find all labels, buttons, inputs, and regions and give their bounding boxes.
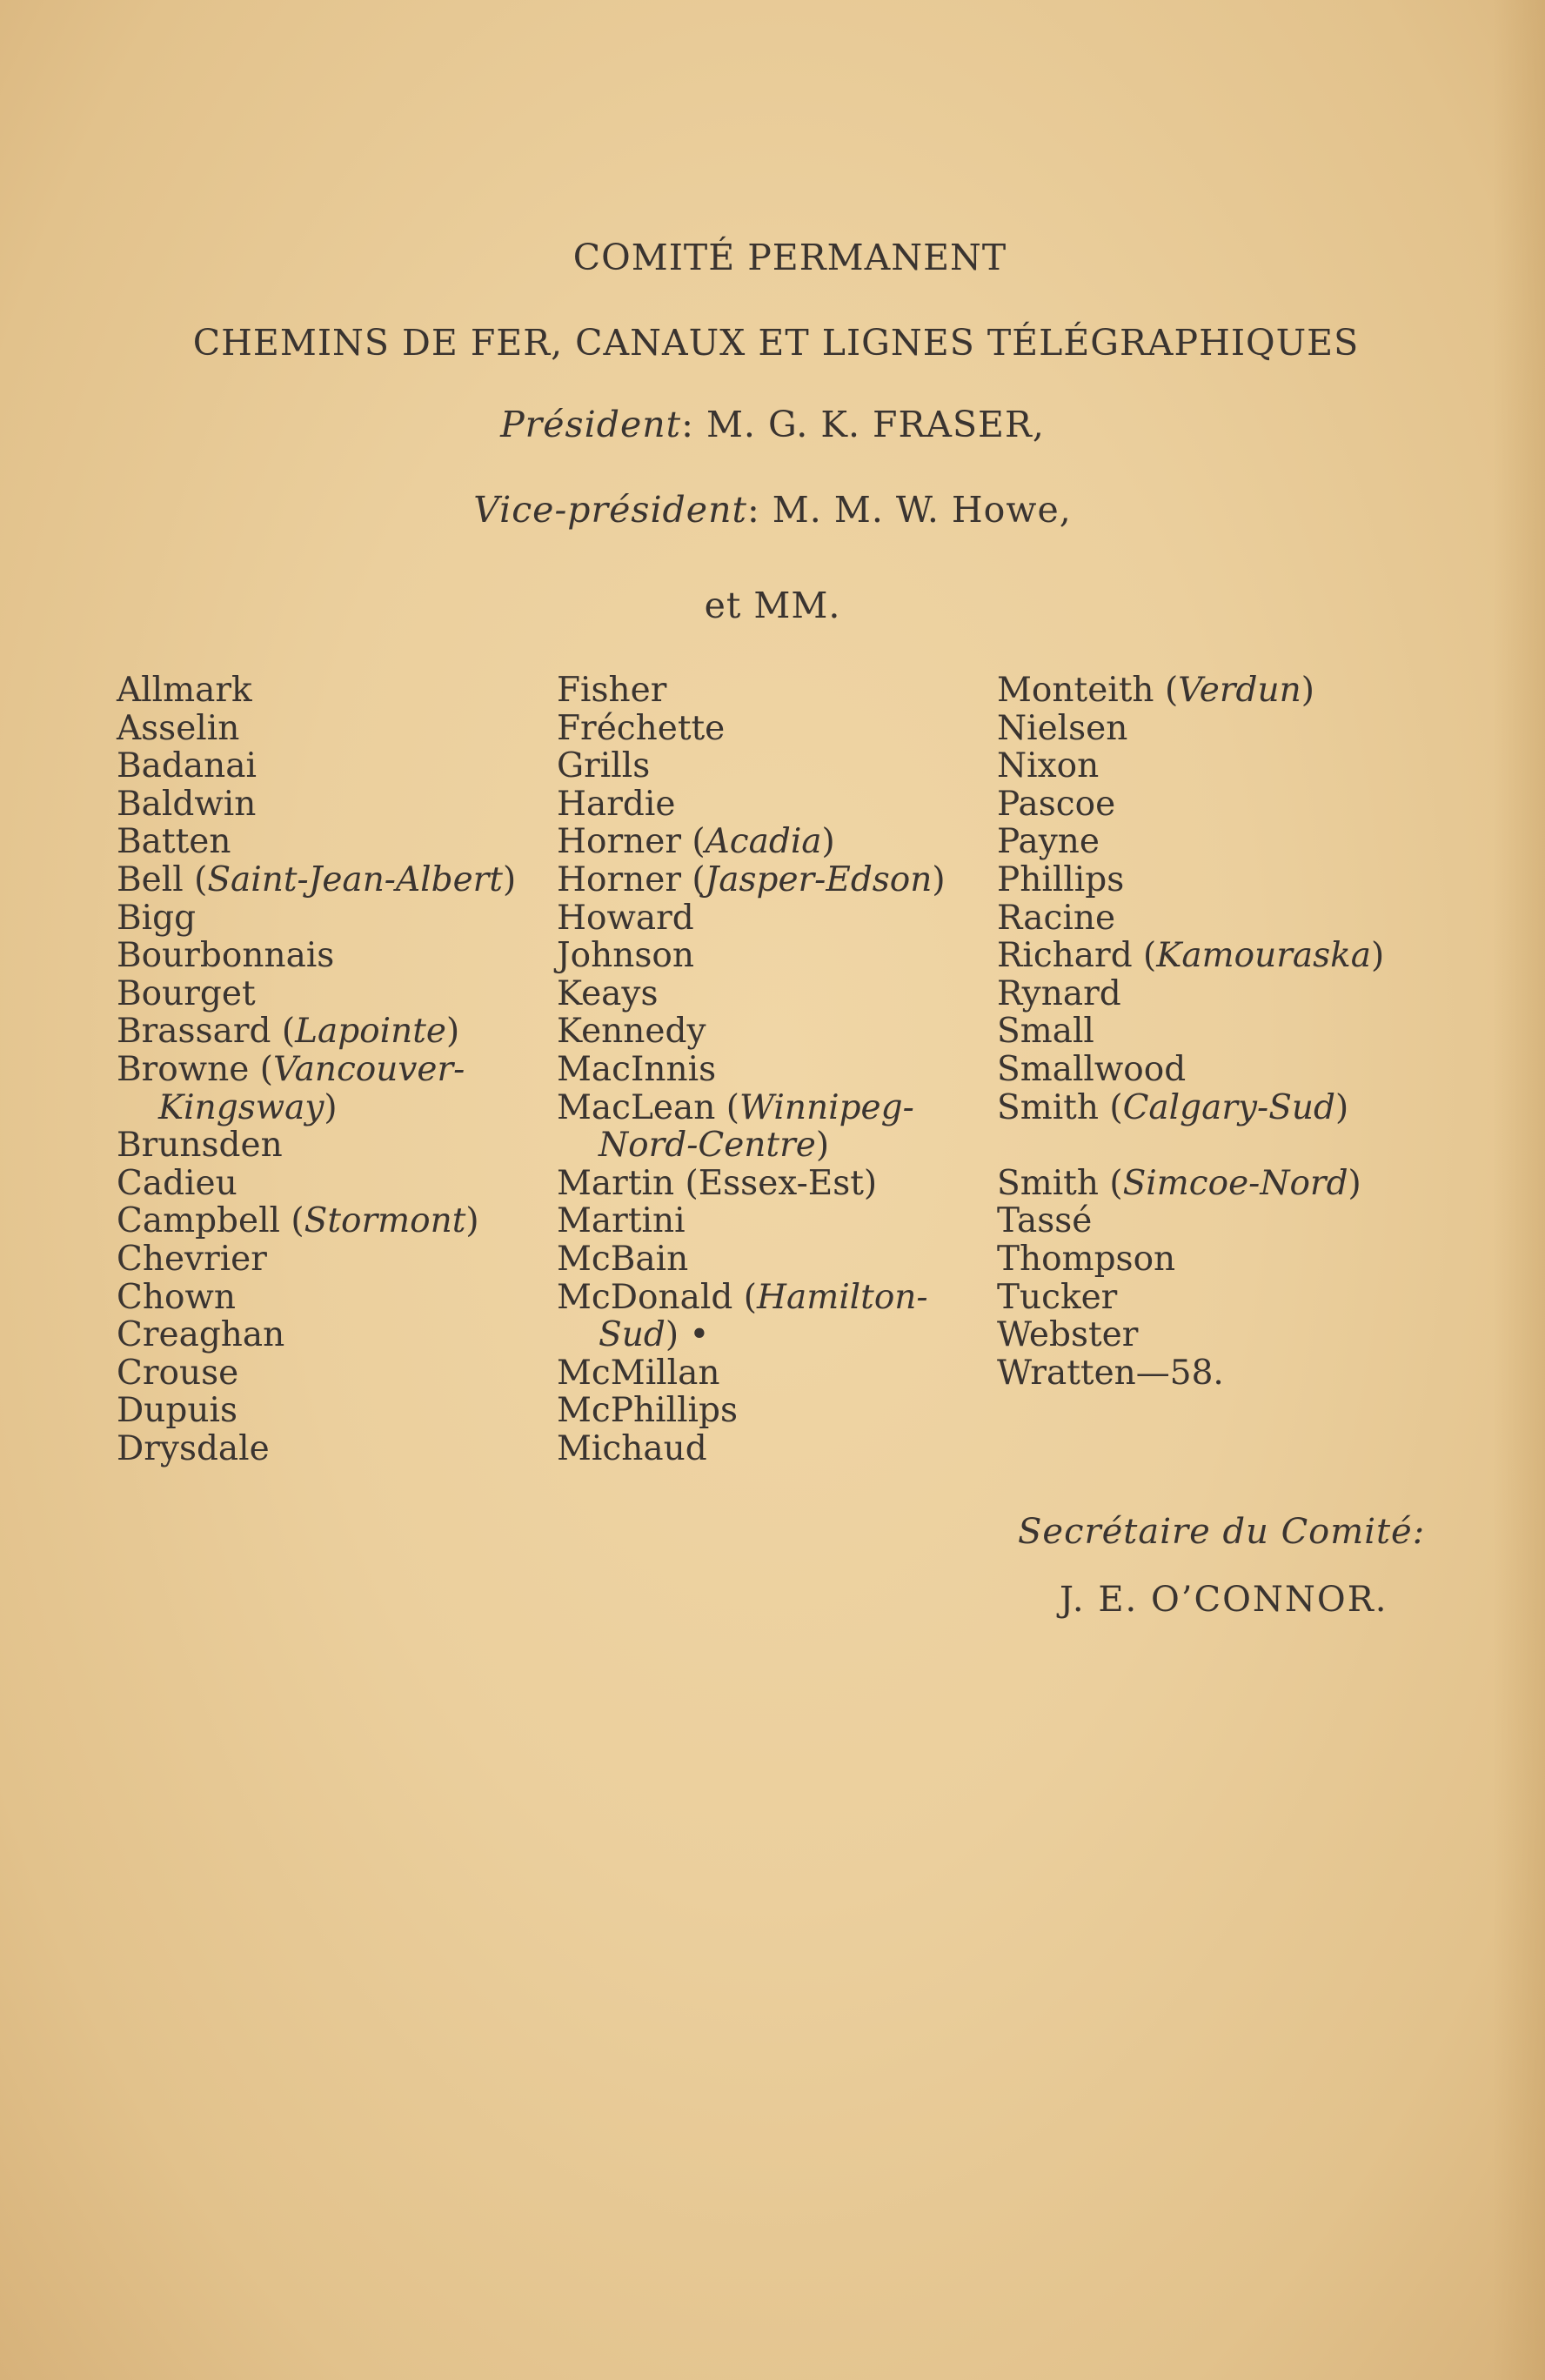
member-name: Batten [117, 822, 231, 862]
member-riding: Kamouraska [1156, 936, 1372, 976]
spacer [997, 1126, 1384, 1165]
member-entry [557, 1089, 946, 1127]
member-riding: Saint-Jean-Albert [207, 859, 503, 899]
member-name: Nixon [997, 746, 1100, 786]
member-entry-continued [557, 1316, 946, 1354]
member-entry [117, 1013, 516, 1051]
member-riding: Nord-Centre [599, 1126, 816, 1166]
member-name: McPhillips [557, 1391, 739, 1431]
member-riding: Kingsway [158, 1087, 324, 1127]
member-riding: Winnipeg- [739, 1087, 914, 1127]
member-name: Keays [557, 973, 659, 1013]
member-name: Cadieu [117, 1163, 237, 1203]
member-name: Howard [557, 898, 694, 938]
member-name: Bourbonnais [117, 936, 335, 976]
member-riding: Jasper-Edson [705, 859, 933, 899]
member-riding: Calgary-Sud [1122, 1087, 1336, 1127]
president-name: : M. G. K. FRASER, [681, 404, 1045, 445]
member-name: Asselin [117, 708, 240, 748]
member-name: MacInnis [557, 1049, 717, 1089]
member-name: Smallwood [997, 1049, 1187, 1089]
president-line [0, 404, 1545, 445]
member-name: Grills [557, 746, 651, 786]
secretary-label-text: Secrétaire du Comité [1018, 1512, 1413, 1552]
vice-president-label: Vice-président [473, 489, 747, 531]
member-entry [557, 861, 946, 899]
member-entry-continued [557, 1126, 946, 1165]
member-name: Brunsden [117, 1126, 283, 1166]
committee-subject: CHEMINS DE FER, CANAUX ET LIGNES TÉLÉGRAPHIQUES [192, 322, 1360, 364]
member-entry [557, 1279, 946, 1317]
member-name: Drysdale [117, 1428, 270, 1468]
member-riding: Simcoe-Nord [1122, 1163, 1348, 1203]
secretary-name: J. E. O’CONNOR. [1060, 1580, 1388, 1620]
member-riding-close: ) [815, 1126, 830, 1166]
member-name: Badanai [117, 746, 257, 786]
member-name: Browne ( [117, 1049, 273, 1089]
member-name: Hardie [557, 784, 676, 824]
member-name: Martini [557, 1201, 686, 1241]
members-column-2 [557, 672, 946, 1467]
member-riding-close: ) • [665, 1315, 710, 1355]
member-riding: Stormont [304, 1201, 466, 1241]
member-name: Racine [997, 898, 1116, 938]
member-name: Smith ( [997, 1163, 1123, 1203]
member-name: Bourget [117, 973, 256, 1013]
member-riding: Sud [599, 1315, 665, 1355]
member-name: Martin (Essex-Est) [557, 1163, 878, 1203]
member-riding: Verdun [1178, 671, 1301, 710]
member-riding-close: ) [1301, 671, 1314, 710]
member-name: Small [997, 1012, 1094, 1052]
member-entry [997, 1165, 1384, 1203]
member-name: Johnson [557, 936, 694, 976]
member-name: Bigg [117, 898, 197, 938]
member-name: Allmark [117, 671, 252, 710]
member-name: Tucker [997, 1277, 1118, 1317]
president-label: Président [500, 404, 682, 445]
member-name: Brassard ( [117, 1012, 296, 1052]
member-entry [117, 1051, 516, 1089]
member-riding-close: ) [502, 859, 517, 899]
member-riding: Hamilton- [756, 1277, 928, 1317]
members-column-1 [117, 672, 516, 1467]
member-name: Nielsen [997, 708, 1128, 748]
member-name: Rynard [997, 973, 1121, 1013]
member-name: Baldwin [117, 784, 257, 824]
member-name: MacLean ( [557, 1087, 739, 1127]
member-entry [997, 937, 1384, 975]
member-name: McMillan [557, 1353, 720, 1393]
member-entry [997, 672, 1384, 710]
member-entry [117, 1202, 516, 1240]
member-entry [997, 1089, 1384, 1127]
member-name: Fréchette [557, 708, 726, 748]
member-entry [117, 861, 516, 899]
member-name: Fisher [557, 671, 667, 710]
member-name: McDonald ( [557, 1277, 757, 1317]
member-name: McBain [557, 1239, 689, 1279]
member-name: Richard ( [997, 936, 1157, 976]
member-riding-close: ) [821, 822, 835, 862]
committee-title: COMITÉ PERMANENT [572, 237, 1007, 278]
member-entry-continued [117, 1089, 516, 1127]
member-name: Kennedy [557, 1012, 706, 1052]
member-name: Thompson [997, 1239, 1176, 1279]
member-name: Chown [117, 1277, 236, 1317]
member-name: Phillips [997, 859, 1125, 899]
member-riding-close: ) [465, 1201, 479, 1241]
member-name: Michaud [557, 1428, 707, 1468]
member-riding: Acadia [705, 822, 822, 862]
member-name: Pascoe [997, 784, 1116, 824]
member-name: Monteith ( [997, 671, 1179, 710]
member-riding-close: ) [324, 1087, 338, 1127]
member-name: Horner ( [557, 822, 706, 862]
members-column-3 [997, 672, 1384, 1392]
member-name: Wratten—58. [997, 1353, 1224, 1393]
vice-president-line [0, 489, 1545, 531]
member-riding-close: ) [446, 1012, 460, 1052]
member-name: Chevrier [117, 1239, 267, 1279]
member-name: Horner ( [557, 859, 706, 899]
vice-president-name: : M. M. W. Howe, [746, 489, 1072, 531]
member-riding: Vancouver- [272, 1049, 465, 1089]
members-intro: et MM. [704, 585, 841, 626]
member-name: Webster [997, 1315, 1139, 1355]
member-riding-close: ) [1371, 936, 1385, 976]
member-name: Crouse [117, 1353, 239, 1393]
member-name: Payne [997, 822, 1100, 862]
member-name: Dupuis [117, 1391, 237, 1431]
member-name: Tassé [997, 1201, 1093, 1241]
member-name: Smith ( [997, 1087, 1123, 1127]
member-entry [557, 823, 946, 861]
member-name: Bell ( [117, 859, 208, 899]
member-riding-close: ) [1335, 1087, 1349, 1127]
member-name: Campbell ( [117, 1201, 304, 1241]
member-riding-close: ) [1348, 1163, 1361, 1203]
member-riding: Lapointe [295, 1012, 447, 1052]
member-riding-close: ) [932, 859, 946, 899]
member-name: Creaghan [117, 1315, 285, 1355]
secretary-label-colon: : [1412, 1512, 1426, 1552]
secretary-label [1018, 1512, 1425, 1552]
